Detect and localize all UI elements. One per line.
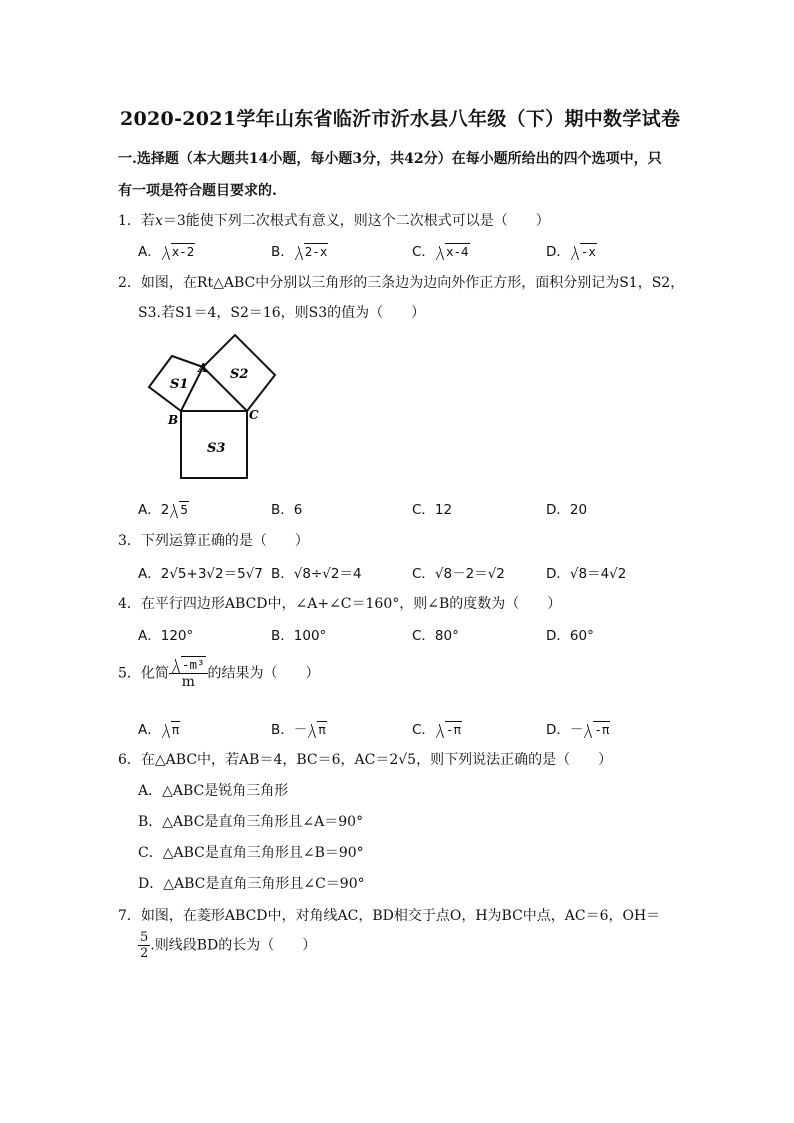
- q3-option-b: B．√8÷√2＝4: [271, 566, 362, 582]
- q2-option-a: A．2 5: [138, 502, 188, 518]
- q6-option-a: A．△ABC是锐角三角形: [138, 783, 289, 799]
- question-2-stem-line2: S3.若S1＝4，S2＝16，则S3的值为（ ）: [138, 305, 426, 321]
- q5-stem-suffix: 的结果为（ ）: [207, 665, 320, 682]
- q3-option-a: A．2√5+3√2＝5√7: [138, 566, 263, 582]
- q1-variable: x: [154, 213, 163, 229]
- q5-fraction: $\frac{\text{-m³}}{m}$: [169, 657, 208, 690]
- radical-sign-icon: 2-x: [295, 244, 329, 260]
- q3-option-c: C．√8－2＝√2: [412, 566, 505, 582]
- vertex-c: C: [249, 408, 259, 422]
- pythagoras-squares-figure: [140, 330, 290, 490]
- q7-fraction: $\frac{5}{2}$: [140, 930, 149, 961]
- radical-sign-icon: -x: [571, 244, 597, 260]
- section-heading-line2: 有一项是符合题目要求的.: [118, 183, 277, 199]
- q5-option-d: D．－ -π: [546, 722, 610, 738]
- vertex-b: B: [168, 413, 179, 427]
- question-5-stem: [118, 657, 320, 690]
- q4-option-d: D．60°: [546, 628, 594, 644]
- question-4-stem: 4．在平行四边形ABCD中，∠A+∠C＝160°，则∠B的度数为（ ）: [118, 596, 562, 612]
- question-2-stem-line1: 2．如图，在Rt△ABC中分别以三角形的三条边为边向外作正方形，面积分别记为S1，S2，: [118, 275, 685, 291]
- radical-sign-icon: -m³: [172, 657, 206, 673]
- radical-sign-icon: π: [162, 722, 181, 738]
- radical-sign-icon: 5: [170, 502, 189, 518]
- q1-option-a: A． x-2: [138, 244, 195, 260]
- q5-option-c: C． -π: [412, 722, 461, 738]
- radical-sign-icon: x-2: [162, 244, 196, 260]
- q3-option-d: D．√8＝4√2: [546, 566, 627, 582]
- q6-option-d: D．△ABC是直角三角形且∠C＝90°: [138, 876, 365, 892]
- q7-stem-suffix: .则线段BD的长为（ ）: [150, 937, 317, 954]
- q1-option-c: C． x-4: [412, 244, 469, 260]
- q4-option-b: B．100°: [271, 628, 327, 644]
- vertex-a: A: [198, 361, 208, 375]
- question-7-stem-line2: [138, 930, 316, 961]
- q1-option-d: D． -x: [546, 244, 596, 260]
- q4-option-c: C．80°: [412, 628, 459, 644]
- radical-sign-icon: -π: [584, 722, 610, 738]
- q2-option-d: D．20: [546, 502, 588, 518]
- q1-stem-suffix: ＝3能使下列二次根式有意义，则这个二次根式可以是（ ）: [162, 213, 550, 229]
- radical-sign-icon: x-4: [436, 244, 470, 260]
- q4-option-a: A．120°: [138, 628, 194, 644]
- label-s1: S1: [170, 377, 189, 392]
- q5-option-a: A． π: [138, 722, 180, 738]
- label-s2: S2: [230, 367, 249, 382]
- q5-option-b: B．－ π: [271, 722, 326, 738]
- question-3-stem: 3．下列运算正确的是（ ）: [118, 533, 309, 549]
- label-s3: S3: [207, 441, 226, 456]
- radical-sign-icon: -π: [436, 722, 462, 738]
- radical-sign-icon: π: [308, 722, 327, 738]
- q6-option-b: B．△ABC是直角三角形且∠A＝90°: [138, 814, 364, 830]
- q1-option-b: B． 2-x: [271, 244, 328, 260]
- question-6-stem: 6．在△ABC中，若AB＝4，BC＝6，AC＝2√5，则下列说法正确的是（ ）: [118, 752, 613, 768]
- question-1-stem: [118, 210, 550, 230]
- q2-option-b: B．6: [271, 502, 303, 518]
- section-heading-line1: 一.选择题（本大题共14小题，每小题3分，共42分）在每小题所给出的四个选项中，只: [118, 151, 662, 167]
- q5-stem-prefix: 5．化简: [118, 665, 169, 682]
- exam-title: 2020-2021学年山东省临沂市沂水县八年级（下）期中数学试卷: [120, 108, 681, 130]
- q2-option-c: C．12: [412, 502, 453, 518]
- q1-stem-prefix: 1．若: [118, 213, 155, 229]
- q6-option-c: C．△ABC是直角三角形且∠B＝90°: [138, 845, 364, 861]
- question-7-stem-line1: 7．如图，在菱形ABCD中，对角线AC，BD相交于点O，H为BC中点，AC＝6，OH＝: [118, 908, 661, 924]
